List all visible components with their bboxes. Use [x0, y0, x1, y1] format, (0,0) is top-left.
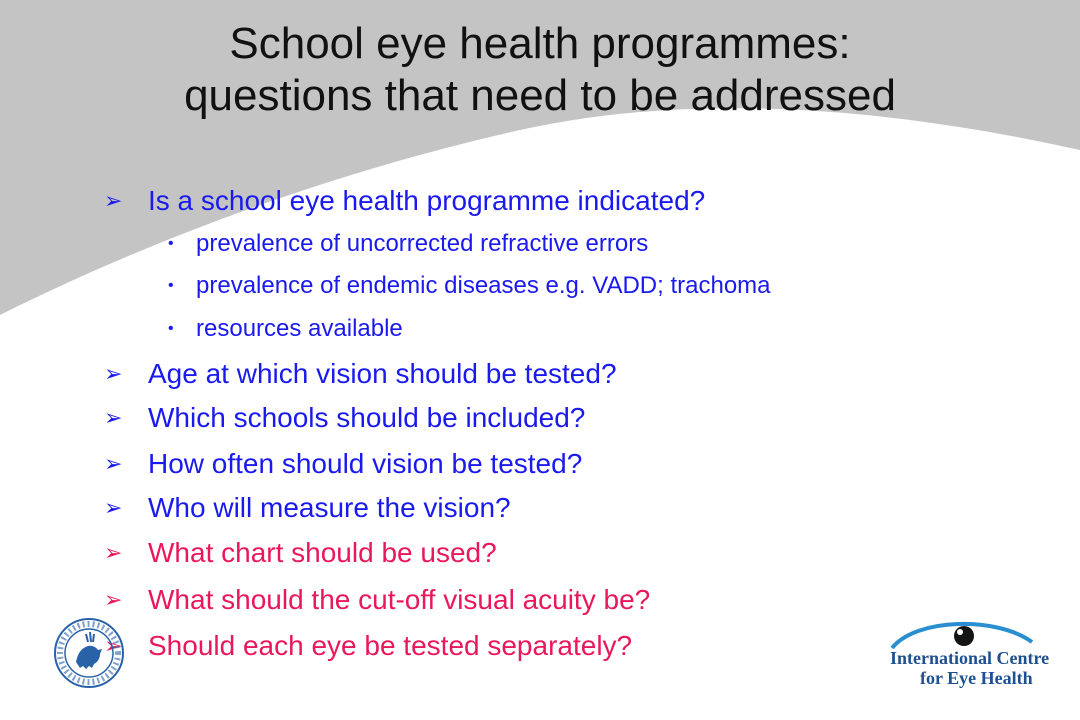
arrow-bullet-icon: ➢	[104, 451, 123, 476]
title-line-1: School eye health programmes:	[229, 19, 851, 68]
arrow-bullet-icon: ➢	[104, 495, 123, 520]
sub-bullet-text: resources available	[196, 315, 403, 342]
bullet-text: Who will measure the vision?	[148, 492, 511, 523]
arrow-bullet-icon: ➢	[104, 188, 123, 213]
arrow-bullet-icon: ➢	[104, 587, 123, 612]
dot-bullet-icon: •	[168, 235, 174, 252]
arrow-bullet-icon: ➢	[104, 405, 123, 430]
bullet-text: Is a school eye health programme indicated?	[148, 185, 706, 216]
sub-bullet-text: prevalence of endemic diseases e.g. VADD; trachoma	[196, 272, 771, 299]
arrow-bullet-icon: ➢	[104, 633, 123, 658]
bullet-text: What chart should be used?	[148, 537, 497, 568]
dot-bullet-icon: •	[168, 320, 174, 337]
dot-bullet-icon: •	[168, 277, 174, 294]
title-line-2: questions that need to be addressed	[184, 71, 896, 120]
bullet-text: How often should vision be tested?	[148, 448, 583, 479]
bullet-text: What should the cut-off visual acuity be?	[148, 584, 651, 615]
bullet-text: Age at which vision should be tested?	[148, 358, 617, 389]
icceh-logo	[886, 612, 1050, 692]
school-seal-logo-icon	[52, 616, 126, 690]
eye-arc-logo-icon	[886, 612, 1036, 652]
arrow-bullet-icon: ➢	[104, 540, 123, 565]
bullet-text: Should each eye be tested separately?	[148, 630, 633, 661]
arrow-bullet-icon: ➢	[104, 361, 123, 386]
sub-bullet-text: prevalence of uncorrected refractive errors	[196, 230, 649, 257]
logo-line-2: for Eye Health	[920, 668, 1033, 688]
logo-line-1: International Centre	[890, 648, 1050, 668]
bullet-text: Which schools should be included?	[148, 402, 586, 433]
